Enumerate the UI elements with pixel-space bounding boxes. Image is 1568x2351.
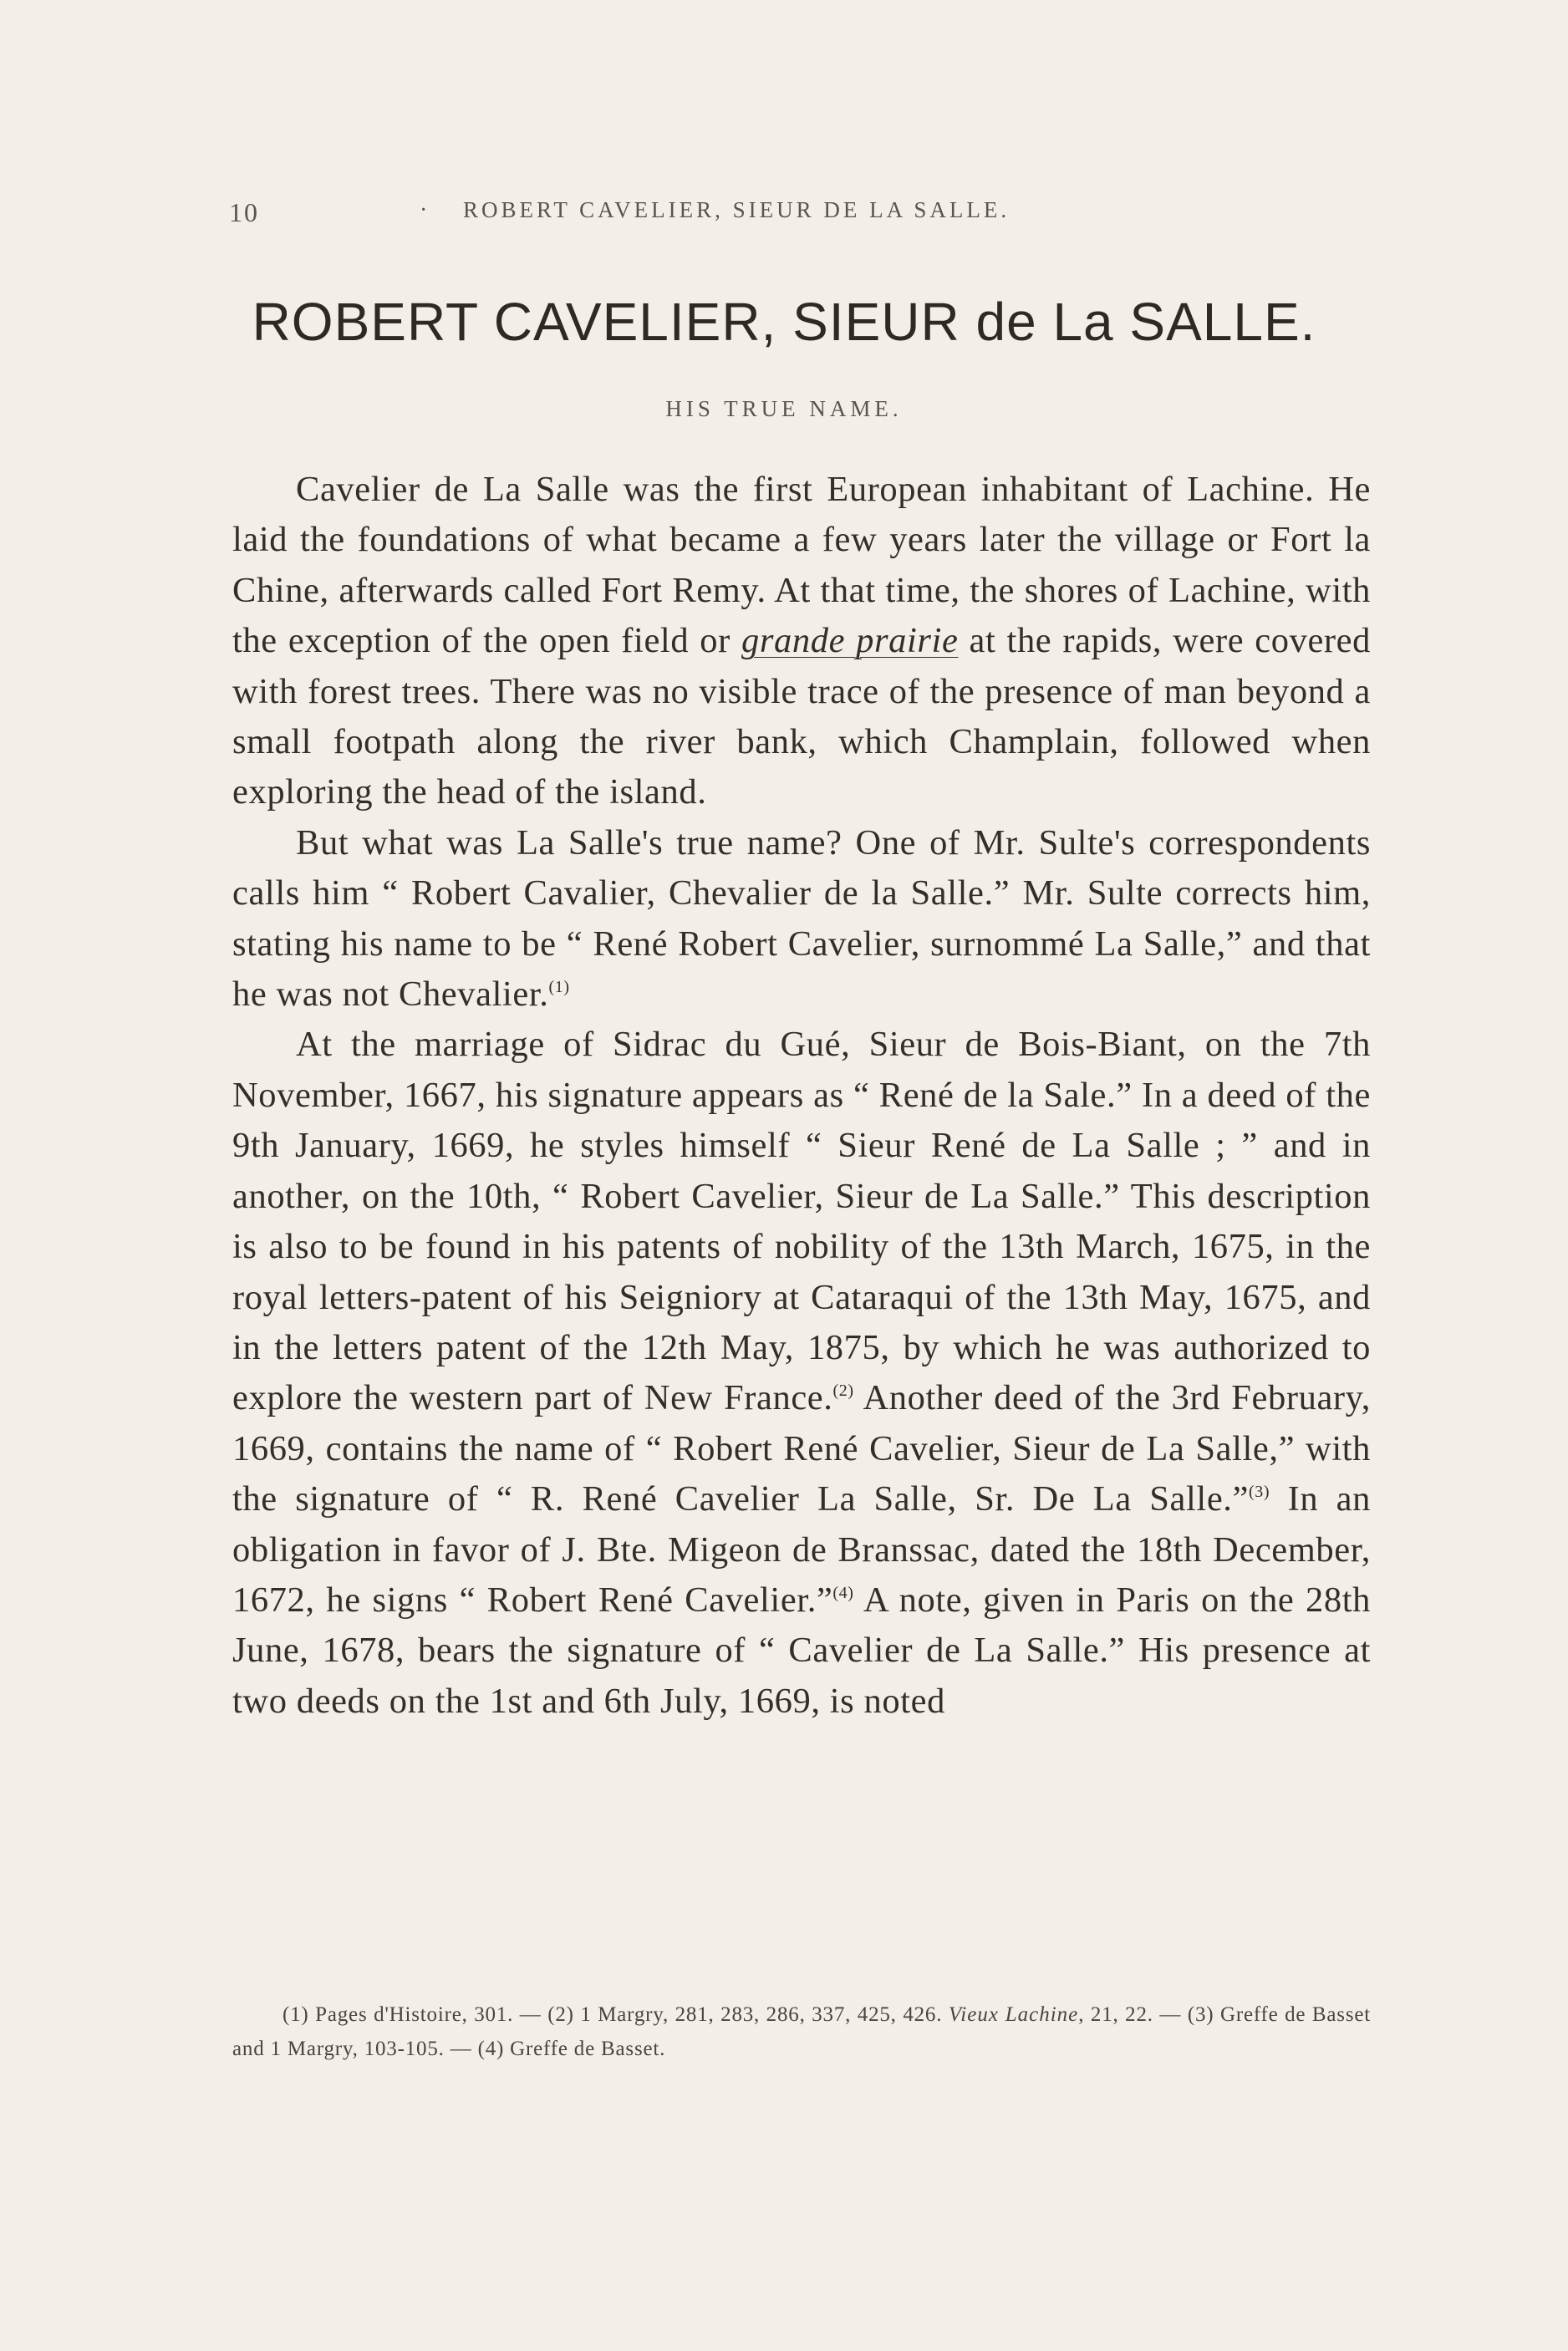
footnote-ref-3: (3): [1248, 1483, 1270, 1502]
paragraph-3-text-c: In an obligation in favor of J. Bte. Migeon de Branssac, dated the 18th December, 1672, he signs “ Robert René Cavelier.”: [232, 1479, 1371, 1620]
running-head-title: ROBERT CAVELIER, SIEUR DE LA SALLE.: [463, 197, 1011, 222]
paragraph-2-text: But what was La Salle's true name? One of Mr. Sulte's correspondents calls him “ Robert Cavalier, Chevalier de la Salle.” Mr. Sulte corrects him, stating his name to be “ René Robert Cavelier, surnommé La Salle,” and that he was not Chevalier.: [232, 822, 1371, 1015]
paragraph-3-text-b: Another deed of the 3rd February, 1669, contains the name of “ Robert René Cavelier, Sieur de La Salle,” with the signature of “ R. René Cavelier La Salle, Sr. De La Salle.”: [232, 1378, 1371, 1519]
paragraph-2: [232, 818, 1371, 1020]
footnote-text-a: (1) Pages d'Histoire, 301. — (2) 1 Margry, 281, 283, 286, 337, 425, 426.: [283, 2003, 949, 2026]
chapter-title: ROBERT CAVELIER, SIEUR de La SALLE.: [252, 292, 1316, 352]
footnote-text-b: , 21, 22. — (3) Greffe de Basset and 1 Margry, 103-105. — (4) Greffe de Basset.: [232, 2003, 1371, 2060]
paragraph-1: [232, 465, 1371, 818]
running-head: [229, 197, 1382, 239]
running-head-separator: ·: [420, 197, 431, 223]
footnote-italic: Vieux Lachine: [948, 2003, 1079, 2026]
footnote-ref-1: (1): [548, 978, 570, 997]
paragraph-1-text-b: at the rapids, were covered with forest trees. There was no visible trace of the presence of man beyond a small footpath along the river bank, which Champlain, followed when exploring the head of the island.: [232, 621, 1371, 812]
footnote-ref-4: (4): [832, 1583, 854, 1602]
body-text: [232, 465, 1371, 1727]
section-subtitle: HIS TRUE NAME.: [665, 396, 903, 421]
page-number: 10: [229, 197, 259, 227]
paragraph-1-italic: grande prairie: [741, 621, 959, 661]
footnote-ref-2: (2): [832, 1382, 854, 1401]
paragraph-1-text-a: Cavelier de La Salle was the first European inhabitant of Lachine. He laid the foundations of what became a few years later the village or Fort la Chine, afterwards called Fort Remy. At that time, the shores of Lachine, with the exception of the open field or: [232, 470, 1371, 661]
paragraph-3-text-d: A note, given in Paris on the 28th June, 1678, bears the signature of “ Cavelier de La Salle.” His presence at two deeds on the 1st and 6th July, 1669, is noted: [232, 1580, 1372, 1721]
footnotes: [232, 1997, 1371, 2066]
paragraph-3: [232, 1020, 1371, 1727]
paragraph-3-text-a: At the marriage of Sidrac du Gué, Sieur de Bois-Biant, on the 7th November, 1667, his signature appears as “ René de la Sale.” In a deed of the 9th January, 1669, he styles himself “ Sieur René de La Salle ; ” and in another, on the 10th, “ Robert Cavelier, Sieur de La Salle.” This description is also to be found in his patents of nobility of the 13th March, 1675, in the royal letters-patent of his Seigniory at Cataraqui of the 13th May, 1675, and in the letters patent of the 12th May, 1875, by which he was authorized to explore the western part of New France.: [232, 1025, 1371, 1418]
footnote-line: [232, 1997, 1371, 2066]
